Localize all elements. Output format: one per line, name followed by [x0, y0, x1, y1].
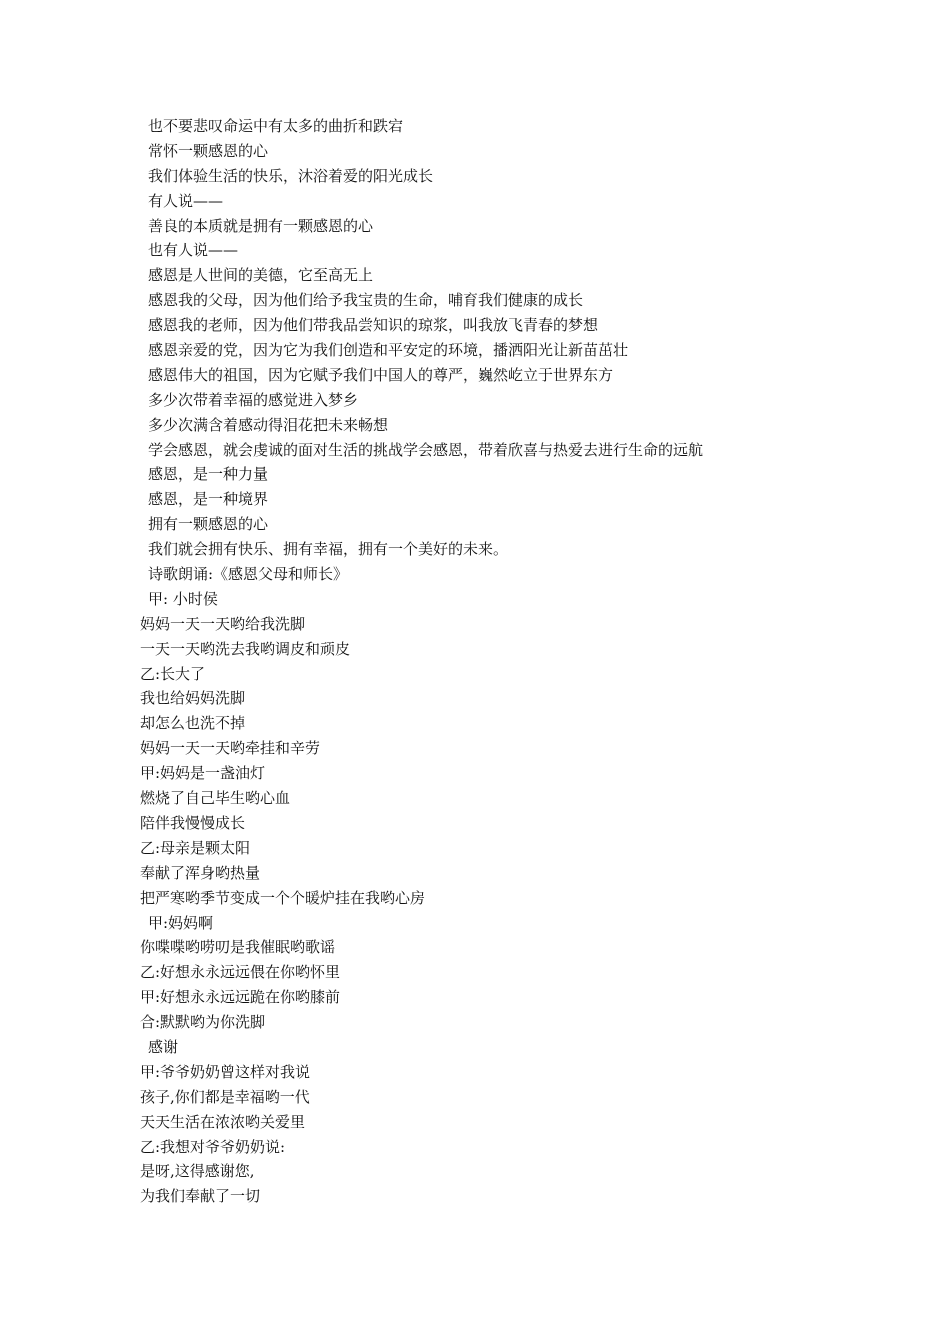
poem-text-body	[0, 114, 950, 1209]
text-line: 燃烧了自己毕生哟心血	[140, 789, 291, 808]
text-line: 拥有一颗感恩的心	[148, 515, 269, 534]
text-line: 甲:妈妈啊	[148, 913, 214, 932]
text-line: 妈妈一天一天哟给我洗脚	[140, 614, 306, 633]
text-line: 感恩伟大的祖国，因为它赋予我们中国人的尊严，巍然屹立于世界东方	[148, 365, 614, 384]
text-line: 甲:妈妈是一盏油灯	[140, 764, 266, 783]
text-line: 却怎么也洗不掉	[140, 714, 246, 733]
text-line: 我们体验生活的快乐，沐浴着爱的阳光成长	[148, 166, 434, 185]
text-line: 孩子,你们都是幸福哟一代	[140, 1087, 310, 1106]
text-line: 感恩我的老师，因为他们带我品尝知识的琼浆，叫我放飞青春的梦想	[148, 316, 599, 335]
text-line: 陪伴我慢慢成长	[140, 813, 246, 832]
text-line: 把严寒哟季节变成一个个暖炉挂在我哟心房	[140, 888, 426, 907]
text-line: 我们就会拥有快乐、拥有幸福，拥有一个美好的未来。	[148, 540, 509, 559]
text-line: 甲:爷爷奶奶曾这样对我说	[140, 1062, 311, 1081]
text-line: 也有人说——	[148, 241, 239, 260]
text-line: 多少次带着幸福的感觉进入梦乡	[148, 390, 359, 409]
text-line: 有人说——	[148, 191, 224, 210]
text-line: 一天一天哟洗去我哟调皮和顽皮	[140, 639, 351, 658]
text-line: 感恩，是一种力量	[148, 465, 269, 484]
text-line: 甲: 小时侯	[148, 589, 218, 608]
text-line: 乙:好想永永远远偎在你哟怀里	[140, 963, 341, 982]
text-line: 感恩我的父母，因为他们给予我宝贵的生命，哺育我们健康的成长	[148, 291, 584, 310]
text-line: 合:默默哟为你洗脚	[140, 1013, 266, 1032]
text-line: 诗歌朗诵:《感恩父母和师长》	[148, 565, 349, 584]
text-line: 善良的本质就是拥有一颗感恩的心	[148, 216, 374, 235]
text-line: 天天生活在浓浓哟关爱里	[140, 1112, 306, 1131]
text-line: 感恩，是一种境界	[148, 490, 269, 509]
text-line: 为我们奉献了一切	[140, 1187, 261, 1206]
text-line: 感恩是人世间的美德，它至高无上	[148, 266, 374, 285]
text-line: 甲:好想永永远远跪在你哟膝前	[140, 988, 341, 1007]
text-line: 妈妈一天一天哟牵挂和辛劳	[140, 739, 321, 758]
text-line: 我也给妈妈洗脚	[140, 689, 246, 708]
text-line: 感谢	[148, 1037, 179, 1056]
text-line: 也不要悲叹命运中有太多的曲折和跌宕	[148, 117, 404, 135]
text-line: 常怀一颗感恩的心	[148, 141, 269, 160]
text-line: 多少次满含着感动得泪花把未来畅想	[148, 415, 389, 434]
text-line: 乙:长大了	[140, 664, 206, 683]
text-line: 乙:我想对爷爷奶奶说:	[140, 1137, 286, 1156]
text-line: 学会感恩，就会虔诚的面对生活的挑战学会感恩，带着欣喜与热爱去进行生命的远航	[148, 440, 704, 459]
text-line: 奉献了浑身哟热量	[140, 863, 261, 882]
text-line: 你喋喋哟唠叨是我催眠哟歌谣	[140, 938, 336, 957]
text-line: 感恩亲爱的党，因为它为我们创造和平安定的环境，播洒阳光让新苗茁壮	[148, 341, 629, 360]
text-line: 乙:母亲是颗太阳	[140, 838, 251, 857]
text-line: 是呀,这得感谢您,	[140, 1162, 255, 1181]
